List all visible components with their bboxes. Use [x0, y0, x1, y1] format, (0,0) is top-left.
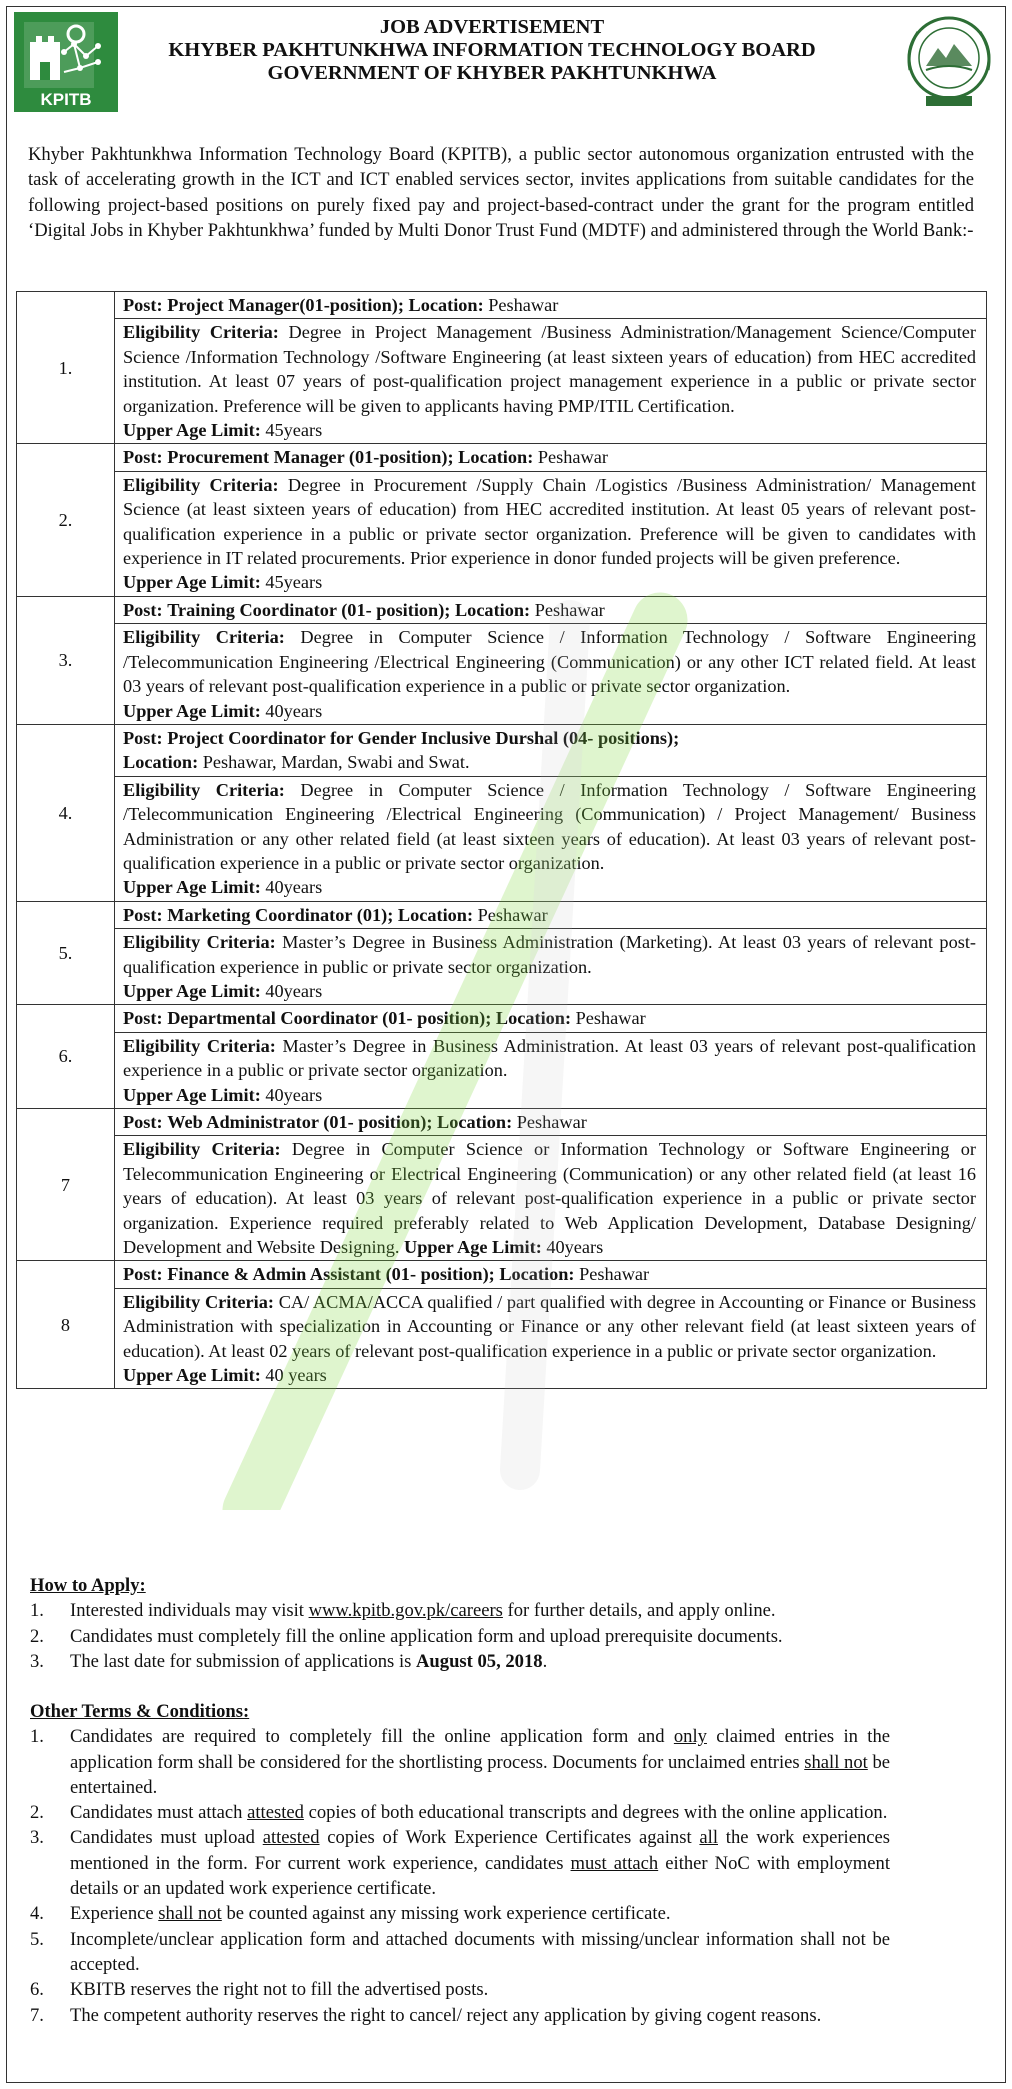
upper-age-limit: 40years: [265, 980, 323, 1001]
post-number: 6.: [17, 1005, 115, 1109]
post-location: Peshawar: [488, 295, 559, 315]
table-row: [17, 1005, 987, 1032]
list-item: 4. Experience shall not be counted against any missing work experience certificate.: [30, 1903, 671, 1925]
eligibility-cell: Eligibility Criteria: Degree in Project Management /Business Administration/Management Science/Computer Science /Information Technology /Software Engineering (at least sixteen years of education) from HEC accredited institution. At least 07 years of post-qualification project management experience in a public or private sector organization. Preference will be given to applicants having PMP/ITIL Certification. Upper Age Limit: 45years: [115, 319, 987, 444]
upper-age-limit: 40 years: [265, 1365, 327, 1386]
header-line-3: GOVERNMENT OF KHYBER PAKHTUNKHWA: [267, 62, 717, 84]
eligibility-text: CA/ ACMA/ACCA qualified / part qualified with degree in Accounting or Finance or Business Administration with specialization in Accounting or Finance or any other relevant field (at least sixteen years of education). At least 02 years of relevant post-qualification experience in a public or private sector organization.: [123, 1291, 976, 1361]
how-to-apply-section: [30, 1573, 970, 1674]
list-item: 1. Interested individuals may visit www.kpitb.gov.pk/careers for further details, and apply online.: [30, 1600, 776, 1622]
post-location: Peshawar: [534, 599, 605, 620]
terms-section: [30, 1699, 890, 2028]
post-title: Departmental Coordinator (01- position);: [167, 1008, 492, 1029]
post-number: 4.: [17, 724, 115, 901]
list-item: 7. The competent authority reserves the right to cancel/ reject any application by giving cogent reasons.: [30, 2004, 822, 2026]
post-location: Peshawar: [579, 1264, 650, 1285]
upper-age-limit: 40years: [546, 1237, 604, 1258]
list-item: 6. KBITB reserves the right not to fill the advertised posts.: [30, 1979, 489, 2001]
post-number: 3.: [17, 596, 115, 724]
eligibility-text: Degree in Computer Science / Information Technology / Software Engineering /Telecommunication Engineering /Electrical Engineering (Communication) or any other ICT related field. At least 03 years of relevant post-qualification experience in a public or private sector organization.: [123, 627, 976, 697]
table-row: [17, 319, 987, 444]
how-to-apply-heading: How to Apply:: [30, 1575, 146, 1596]
post-title-cell: Post: Finance & Admin Assistant (01- position); Location: Peshawar: [115, 1261, 987, 1288]
list-item: 3. The last date for submission of applications is August 05, 2018.: [30, 1650, 548, 1672]
intro-paragraph: Khyber Pakhtunkhwa Information Technology Board (KPITB), a public sector autonomous organization entrusted with the task of accelerating growth in the ICT and ICT enabled services sector, invites applications from suitable candidates for the following project-based positions on purely fixed pay and project-based-contract under the grant for the program entitled ‘Digital Jobs in Khyber Pakhtunkhwa’ funded by Multi Donor Trust Fund (MDTF) and administered through the World Bank:-: [28, 144, 974, 241]
post-title: Procurement Manager (01-position);: [167, 447, 454, 468]
post-number: 8: [17, 1261, 115, 1389]
post-title-cell: Post: Training Coordinator (01- position); Location: Peshawar: [115, 596, 987, 623]
post-title: Project Manager(01-position);: [167, 295, 404, 315]
post-title: Project Coordinator for Gender Inclusive Durshal (04- positions);: [167, 727, 680, 748]
table-row: [17, 624, 987, 725]
eligibility-cell: Eligibility Criteria: Degree in Computer Science / Information Technology / Software Engineering /Telecommunication Engineering /Electrical Engineering (Communication) or any other ICT related field. At least 03 years of relevant post-qualification experience in a public or private sector organization. Upper Age Limit: 40years: [115, 624, 987, 725]
upper-age-limit: 45years: [265, 572, 323, 593]
post-title: Web Administrator (01- position);: [167, 1112, 433, 1132]
post-title-cell: Post: Procurement Manager (01-position); Location: Peshawar: [115, 444, 987, 471]
posts-table: [16, 291, 987, 1389]
list-item: 5. Incomplete/unclear application form and attached documents with missing/unclear information shall not be accepted.: [30, 1928, 890, 1975]
table-row: [17, 471, 987, 596]
eligibility-text: Degree in Computer Science or Information Technology or Software Engineering or Telecommunication Engineering or Electrical Engineering (Communication) or any other related field (at least 16 years of education). At least 03 years of relevant post-qualification experience in a public or private sector organization. Experience required preferably related to Web Application Development, Database Designing/ Development and Website Designing.: [123, 1139, 976, 1258]
list-item: 3. Candidates must upload attested copies of Work Experience Certificates against all the work experiences mentioned in the form. For current work experience, candidates must attach either NoC with employment details or an updated work experience certificate.: [30, 1827, 890, 1900]
table-row: [17, 1032, 987, 1108]
post-number: 7: [17, 1109, 115, 1261]
eligibility-cell: Eligibility Criteria: Master’s Degree in Business Administration. At least 03 years of relevant post-qualification experience in a public or private sector organization. Upper Age Limit: 40years: [115, 1032, 987, 1108]
eligibility-text: Degree in Project Management /Business Administration/Management Science/Computer Science /Information Technology /Software Engineering (at least sixteen years of education) from HEC accredited institution. At least 07 years of post-qualification project management experience in a public or private sector organization. Preference will be given to applicants having PMP/ITIL Certification.: [123, 322, 976, 416]
table-row: [17, 444, 987, 471]
eligibility-cell: Eligibility Criteria: CA/ ACMA/ACCA qualified / part qualified with degree in Accounting or Finance or Business Administration with specialization in Accounting or Finance or any other relevant field (at least sixteen years of education). At least 02 years of relevant post-qualification experience in a public or private sector organization. Upper Age Limit: 40 years: [115, 1288, 987, 1389]
post-number: 2.: [17, 444, 115, 596]
table-row: [17, 724, 987, 776]
list-item: 2. Candidates must completely fill the online application form and upload prerequisite documents.: [30, 1625, 783, 1647]
post-title-cell: Post: Web Administrator (01- position); Location: Peshawar: [115, 1109, 987, 1136]
upper-age-limit: 45years: [265, 420, 323, 441]
eligibility-cell: Eligibility Criteria: Degree in Computer Science or Information Technology or Software Engineering or Telecommunication Engineering or Electrical Engineering (Communication) or any other related field (at least 16 years of education). At least 03 years of relevant post-qualification experience in a public or private sector organization. Experience required preferably related to Web Application Development, Database Designing/ Development and Website Designing. Upper Age Limit: 40years: [115, 1136, 987, 1261]
post-title-cell: Post: Project Coordinator for Gender Inclusive Durshal (04- positions); Location: Peshawar, Mardan, Swabi and Swat.: [115, 724, 987, 776]
post-title: Training Coordinator (01- position);: [167, 599, 451, 620]
post-number: 5.: [17, 901, 115, 1005]
list-item: 2. Candidates must attach attested copies of both educational transcripts and degrees with the online application.: [30, 1802, 888, 1824]
eligibility-cell: Eligibility Criteria: Degree in Computer Science / Information Technology / Software Engineering /Telecommunication Engineering /Electrical Engineering (Communication) / Project Management/ Business Administration or any other related field (at least sixteen years of education). At least 03 years of relevant post-qualification experience in a public or private sector organization. Upper Age Limit: 40years: [115, 776, 987, 901]
eligibility-text: Degree in Computer Science / Information Technology / Software Engineering /Telecommunication Engineering /Electrical Engineering (Communication) / Project Management/ Business Administration or any other related field (at least sixteen years of education). At least 03 years of relevant post-qualification experience in a public or private sector organization.: [123, 779, 976, 873]
header-line-1: JOB ADVERTISEMENT: [379, 16, 605, 38]
table-row: [17, 1288, 987, 1389]
post-location: Peshawar: [477, 904, 548, 925]
eligibility-text: Master’s Degree in Business Administration (Marketing). At least 03 years of relevant post-qualification experience in public or private sector organization.: [123, 932, 976, 977]
post-title-cell: Post: Marketing Coordinator (01); Location: Peshawar: [115, 901, 987, 928]
careers-link[interactable]: www.kpitb.gov.pk/careers: [308, 1600, 503, 1622]
upper-age-limit: 40years: [265, 1084, 323, 1105]
post-title-cell: Post: Departmental Coordinator (01- position); Location: Peshawar: [115, 1005, 987, 1032]
post-number: 1.: [17, 292, 115, 444]
table-row: [17, 776, 987, 901]
table-row: [17, 901, 987, 928]
post-title: Marketing Coordinator (01);: [167, 904, 394, 925]
table-row: [17, 596, 987, 623]
eligibility-text: Master’s Degree in Business Administration. At least 03 years of relevant post-qualification experience in a public or private sector organization.: [123, 1035, 976, 1081]
deadline-date: August 05, 2018: [416, 1650, 543, 1672]
table-row: [17, 1109, 987, 1136]
post-location: Peshawar: [575, 1008, 646, 1029]
header-titles: [0, 16, 984, 85]
post-title: Finance & Admin Assistant (01- position);: [167, 1264, 495, 1285]
eligibility-cell: Eligibility Criteria: Degree in Procurement /Supply Chain /Logistics /Business Administration/ Management Science (at least sixteen years of education) from HEC accredited institution. At least 05 years of relevant post-qualification experience in a public or private sector organization. Preference will be given to candidates with experience in IT related procurements. Prior experience in donor funded projects will be given preference. Upper Age Limit: 45years: [115, 471, 987, 596]
post-location: Peshawar: [537, 447, 608, 468]
post-title-cell: Post: Project Manager(01-position); Location: Peshawar: [115, 292, 987, 319]
terms-heading: Other Terms & Conditions:: [30, 1701, 250, 1722]
table-row: [17, 1136, 987, 1261]
upper-age-limit: 40years: [265, 877, 323, 898]
table-row: [17, 1261, 987, 1288]
table-row: [17, 292, 987, 319]
header-line-2: KHYBER PAKHTUNKHWA INFORMATION TECHNOLOGY BOARD: [168, 39, 816, 61]
logo-text: KPITB: [40, 90, 92, 109]
eligibility-text: Degree in Procurement /Supply Chain /Logistics /Business Administration/ Management Science (at least sixteen years of education) from HEC accredited institution. At least 05 years of relevant post-qualification experience in a public or private sector organization. Preference will be given to candidates with experience in IT related procurements. Prior experience in donor funded projects will be given preference.: [123, 474, 976, 569]
upper-age-limit: 40years: [265, 700, 323, 721]
table-row: [17, 929, 987, 1005]
list-item: 1. Candidates are required to completely fill the online application form and only claimed entries in the application form shall be considered for the shortlisting process. Documents for unclaimed entries shall not be entertained.: [30, 1726, 891, 1798]
eligibility-cell: Eligibility Criteria: Master’s Degree in Business Administration (Marketing). At least 03 years of relevant post-qualification experience in public or private sector organization. Upper Age Limit: 40years: [115, 929, 987, 1005]
post-location: Peshawar, Mardan, Swabi and Swat.: [202, 752, 470, 773]
post-location: Peshawar: [516, 1112, 587, 1132]
